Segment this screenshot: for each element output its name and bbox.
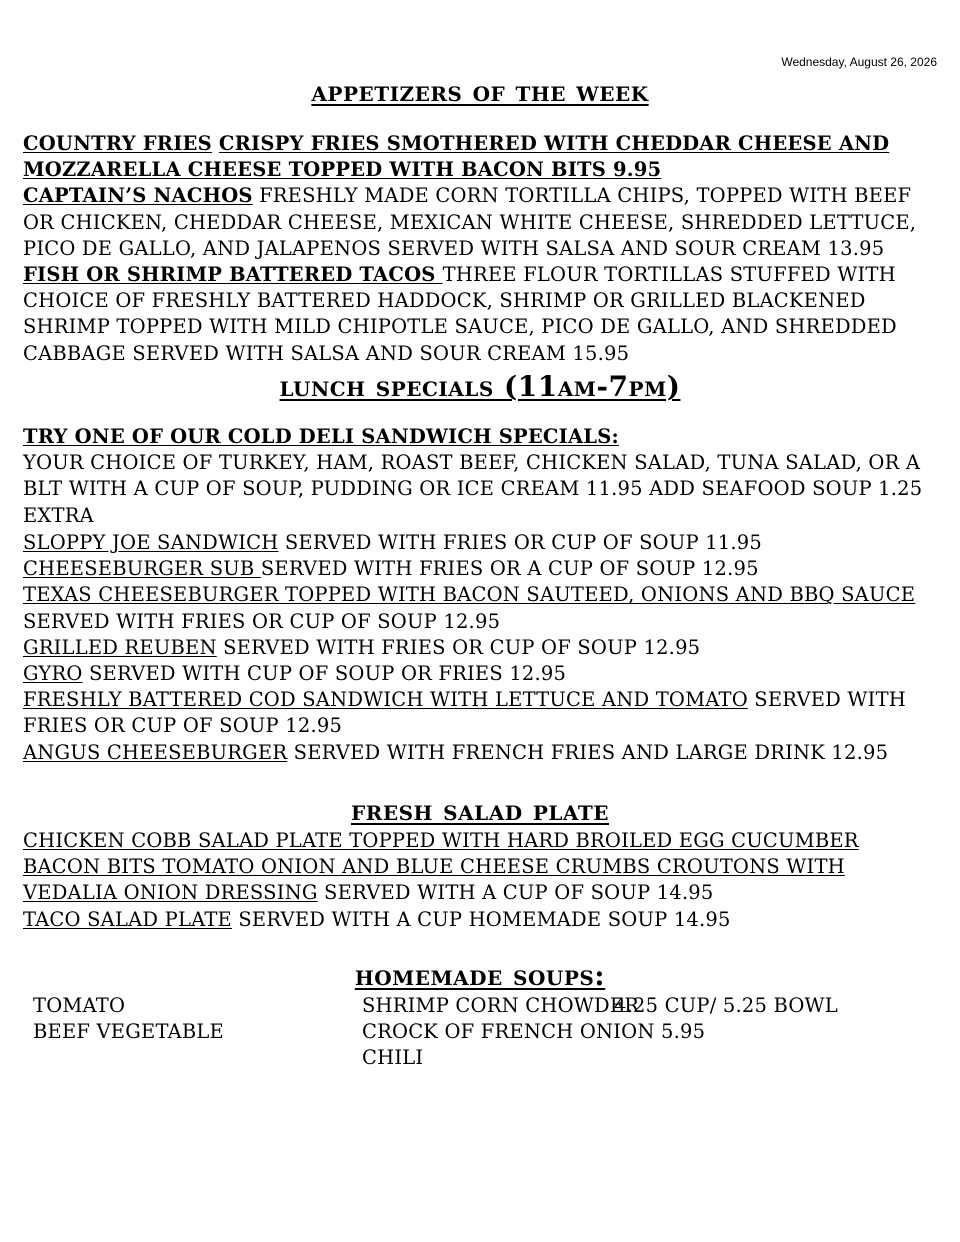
- lunch-item: [23, 661, 935, 687]
- salad-item: [23, 828, 935, 907]
- soup-item: CHILI: [362, 1046, 424, 1069]
- appetizer-item: [23, 131, 935, 183]
- lunch-item: [23, 740, 935, 766]
- deli-specials: [23, 424, 935, 529]
- lunch-item: [23, 530, 935, 556]
- lunch-item-description: SERVED WITH FRIES OR CUP OF SOUP 12.95: [216, 635, 701, 659]
- appetizer-description-spacer: [212, 132, 219, 155]
- lunch-item-description: SERVED WITH FRIES OR CUP OF SOUP 12.95: [23, 688, 906, 738]
- salad-item-name: TACO SALAD PLATE: [23, 907, 232, 931]
- salad-item: [23, 907, 935, 933]
- appetizer-item: [23, 262, 935, 367]
- soup-item: CROCK OF FRENCH ONION 5.95: [362, 1020, 706, 1043]
- lunch-item-name: SLOPPY JOE SANDWICH: [23, 531, 279, 554]
- salad-item-name: CHICKEN COBB SALAD PLATE TOPPED WITH HARD BROILED EGG CUCUMBER BACON BITS TOMATO ONION AND BLUE CHEESE CRUMBS CROUTONS WITH VEDALIA ONION DRESSING: [23, 829, 859, 905]
- lunch-item-name: ANGUS CHEESEBURGER: [23, 740, 288, 764]
- appetizers-list: [23, 131, 935, 367]
- deli-description: YOUR CHOICE OF TURKEY, HAM, ROAST BEEF, CHICKEN SALAD, TUNA SALAD, OR A BLT WITH A CUP OF SOUP, PUDDING OR ICE CREAM 11.95 ADD SEAFOOD SOUP 1.25 EXTRA: [23, 451, 923, 527]
- soups-heading: homemade soups:: [354, 959, 606, 992]
- appetizer-description: CRISPY FRIES SMOTHERED WITH CHEDDAR CHEESE AND MOZZARELLA CHEESE TOPPED WITH BACON BITS 9.95: [23, 132, 890, 182]
- lunch-item-name: FRESHLY BATTERED COD SANDWICH WITH LETTUCE AND TOMATO: [23, 688, 748, 712]
- salad-item-description: SERVED WITH A CUP OF SOUP 14.95: [317, 881, 714, 905]
- lunch-heading: lunch specials (11am-7pm): [279, 370, 681, 403]
- lunch-item-description: SERVED WITH FRIES OR A CUP OF SOUP 12.95: [260, 557, 759, 581]
- soup-item: TOMATO: [33, 994, 126, 1017]
- soups-left-column: [33, 993, 224, 1045]
- appetizers-heading: appetizers of the week: [311, 75, 649, 108]
- appetizer-name: CAPTAIN’S NACHOS: [23, 184, 253, 208]
- lunch-item-description: SERVED WITH CUP OF SOUP OR FRIES 12.95: [82, 662, 567, 686]
- appetizer-description: FRESHLY MADE CORN TORTILLA CHIPS, TOPPED WITH BEEF OR CHICKEN, CHEDDAR CHEESE, MEXICAN WHITE CHEESE, SHREDDED LETTUCE, PICO DE GALLO, AND JALAPENOS SERVED WITH SALSA AND SOUR CREAM 13.95: [23, 184, 917, 260]
- salad-heading: fresh salad plate: [351, 794, 609, 827]
- lunch-item-name: GYRO: [23, 662, 83, 686]
- lunch-item-description: SERVED WITH FRIES OR CUP OF SOUP 11.95: [278, 531, 763, 554]
- appetizer-name: COUNTRY FRIES: [23, 132, 212, 155]
- lunch-item-description: SERVED WITH FRIES OR CUP OF SOUP 12.95: [23, 609, 501, 633]
- deli-heading: TRY ONE OF OUR COLD DELI SANDWICH SPECIALS:: [23, 425, 619, 448]
- lunch-item-name: TEXAS CHEESEBURGER TOPPED WITH BACON SAUTEED, ONIONS AND BBQ SAUCE: [23, 583, 916, 607]
- lunch-list: [23, 530, 935, 766]
- lunch-item: [23, 635, 935, 661]
- appetizer-description: THREE FLOUR TORTILLAS STUFFED WITH CHOICE OF FRESHLY BATTERED HADDOCK, SHRIMP OR GRILLED BLACKENED SHRIMP TOPPED WITH MILD CHIPOTLE SAUCE, PICO DE GALLO, AND SHREDDED CABBAGE SERVED WITH SALSA AND SOUR CREAM 15.95: [23, 263, 897, 365]
- lunch-item-name: CHEESEBURGER SUB: [23, 557, 261, 581]
- menu-date: Wednesday, August 26, 2026: [781, 55, 937, 69]
- soup-item: SHRIMP CORN CHOWDER: [362, 994, 640, 1017]
- lunch-item-description: SERVED WITH FRENCH FRIES AND LARGE DRINK 12.95: [287, 740, 889, 764]
- lunch-item-name: GRILLED REUBEN: [23, 635, 217, 659]
- salad-list: [23, 828, 935, 933]
- lunch-item: [23, 556, 935, 582]
- soup-item: BEEF VEGETABLE: [33, 1020, 224, 1043]
- salad-item-description: SERVED WITH A CUP HOMEMADE SOUP 14.95: [231, 907, 731, 931]
- lunch-item: [23, 582, 935, 634]
- appetizer-name: FISH OR SHRIMP BATTERED TACOS: [23, 263, 443, 287]
- appetizer-item: [23, 183, 935, 262]
- soup-price: 4.25 CUP/ 5.25 BOWL: [614, 994, 838, 1017]
- lunch-item: [23, 687, 935, 739]
